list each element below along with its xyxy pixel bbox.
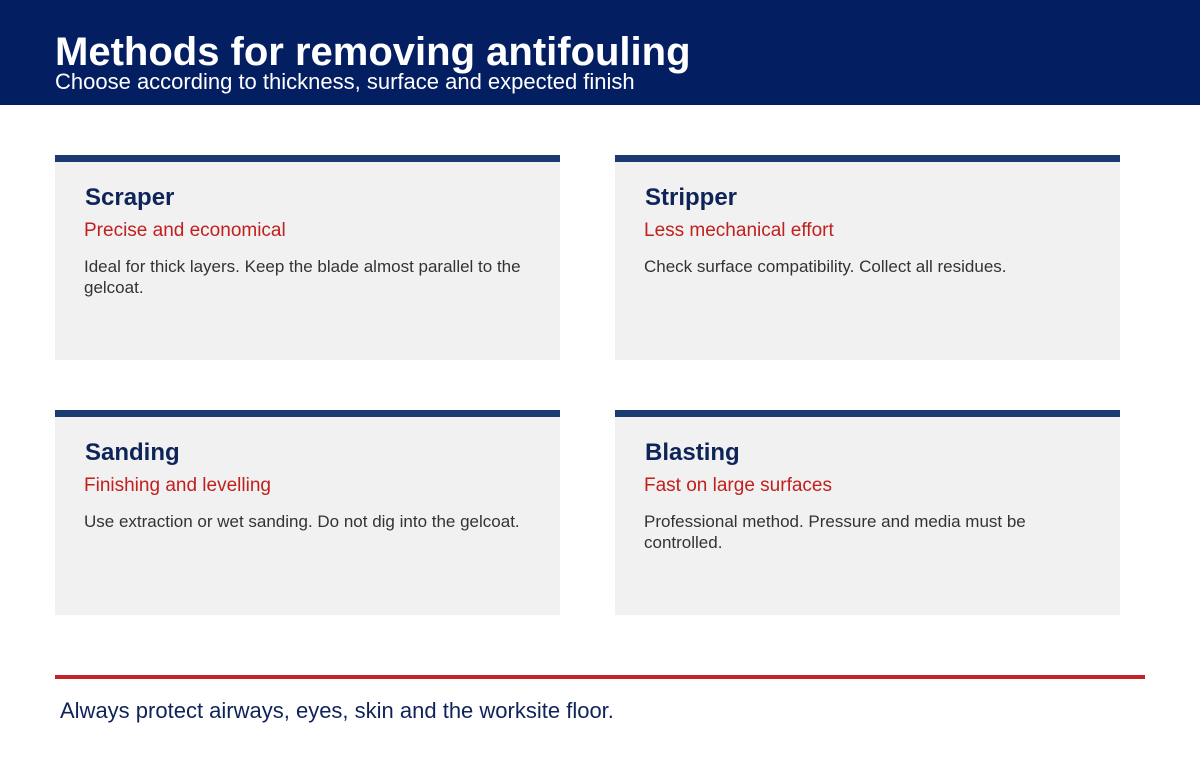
- card-title: Scraper: [85, 184, 175, 211]
- card-top-bar: [55, 155, 560, 162]
- card-top-bar: [55, 410, 560, 417]
- page-subtitle: Choose according to thickness, surface and expected finish: [55, 69, 635, 94]
- card-tagline: Less mechanical effort: [644, 220, 834, 241]
- card-tagline: Fast on large surfaces: [644, 475, 832, 496]
- card-top-bar: [615, 155, 1120, 162]
- card-tagline: Precise and economical: [84, 220, 286, 241]
- safety-note: Always protect airways, eyes, skin and the worksite floor.: [60, 698, 614, 723]
- card-text: Check surface compatibility. Collect all residues.: [644, 257, 1007, 276]
- method-card-blasting: [615, 410, 1120, 615]
- card-top-bar: [615, 410, 1120, 417]
- method-card-sanding: [55, 410, 560, 615]
- card-text: Professional method. Pressure and media must be controlled.: [644, 512, 1026, 552]
- card-tagline: Finishing and levelling: [84, 475, 271, 496]
- card-text: Ideal for thick layers. Keep the blade almost parallel to the gelcoat.: [84, 257, 521, 297]
- card-text: Use extraction or wet sanding. Do not dig into the gelcoat.: [84, 512, 520, 531]
- card-title: Blasting: [645, 439, 740, 466]
- footer-divider: [55, 675, 1145, 679]
- card-title: Sanding: [85, 439, 180, 466]
- header-banner: [0, 0, 1200, 105]
- method-card-scraper: [55, 155, 560, 360]
- page-title: Methods for removing antifouling: [55, 30, 691, 74]
- card-title: Stripper: [645, 184, 738, 211]
- method-card-stripper: [615, 155, 1120, 360]
